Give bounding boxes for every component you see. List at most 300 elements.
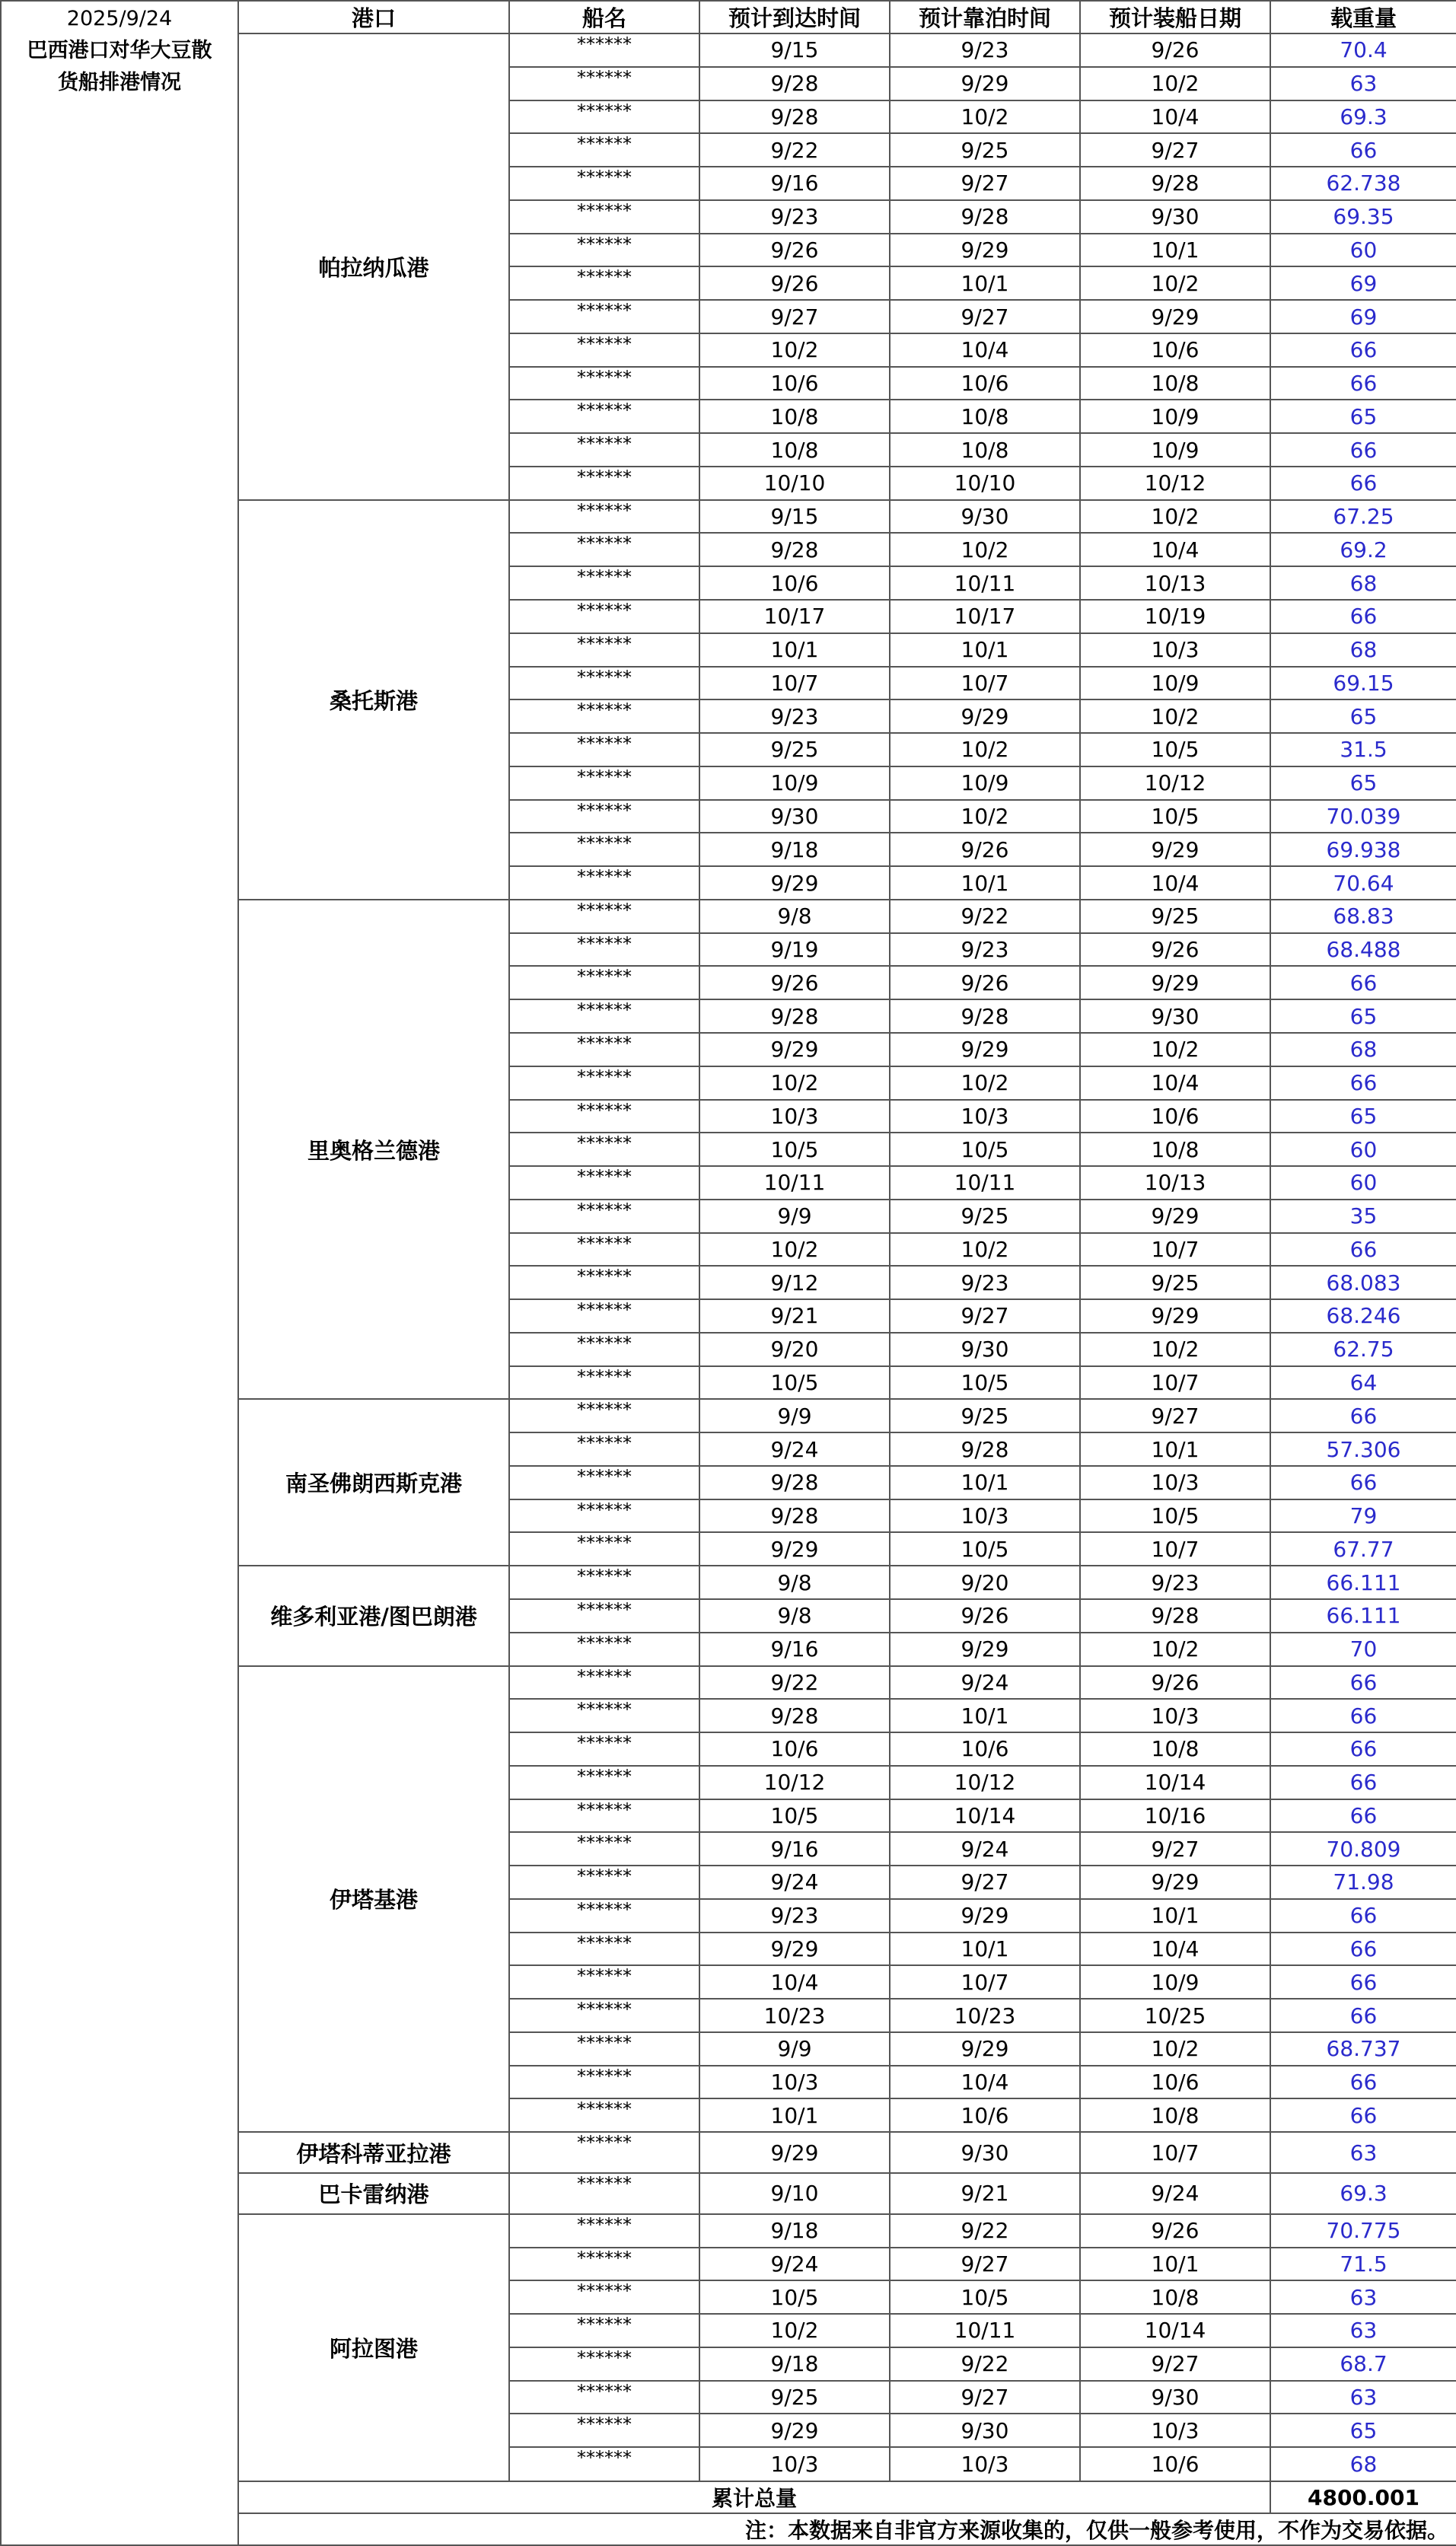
berthing-cell: 9/23 [890, 1266, 1080, 1299]
tonnage-cell: 65 [1270, 1100, 1456, 1133]
port-name-cell: 阿拉图港 [238, 2214, 509, 2481]
tonnage-cell: 57.306 [1270, 1432, 1456, 1466]
berthing-cell: 9/29 [890, 1033, 1080, 1066]
berthing-cell: 9/29 [890, 1899, 1080, 1933]
berthing-cell: 9/24 [890, 1666, 1080, 1700]
tonnage-cell: 66 [1270, 467, 1456, 500]
tonnage-cell: 68.83 [1270, 900, 1456, 933]
ship-name-cell: ****** [509, 633, 699, 667]
berthing-cell: 10/1 [890, 1466, 1080, 1499]
port-name-cell: 维多利亚港/图巴朗港 [238, 1566, 509, 1665]
arrival-cell: 9/28 [699, 999, 890, 1033]
arrival-cell: 10/8 [699, 433, 890, 467]
tonnage-cell: 70 [1270, 1633, 1456, 1666]
arrival-cell: 9/18 [699, 833, 890, 866]
port-name-cell: 南圣佛朗西斯克港 [238, 1399, 509, 1566]
arrival-cell: 9/24 [699, 1866, 890, 1899]
ship-name-cell: ****** [509, 800, 699, 833]
loading-cell: 10/8 [1080, 2098, 1270, 2132]
tonnage-cell: 66 [1270, 1233, 1456, 1267]
berthing-cell: 9/27 [890, 2248, 1080, 2281]
total-row [238, 2481, 1456, 2513]
loading-cell: 10/5 [1080, 733, 1270, 766]
loading-cell: 9/27 [1080, 2347, 1270, 2381]
loading-cell: 10/13 [1080, 566, 1270, 600]
ship-name-cell: ****** [509, 1033, 699, 1066]
arrival-cell: 10/3 [699, 2447, 890, 2481]
report-title-line-1: 巴西港口对华大豆散 [27, 39, 212, 62]
loading-cell: 9/26 [1080, 933, 1270, 967]
tonnage-cell: 66 [1270, 1666, 1456, 1700]
port-name-cell: 帕拉纳瓜港 [238, 33, 509, 500]
tonnage-cell: 69.2 [1270, 533, 1456, 566]
loading-cell: 10/6 [1080, 333, 1270, 367]
arrival-cell: 10/1 [699, 633, 890, 667]
tonnage-cell: 63 [1270, 2280, 1456, 2314]
berthing-cell: 9/24 [890, 1832, 1080, 1866]
ship-name-cell: ****** [509, 167, 699, 200]
berthing-cell: 10/8 [890, 400, 1080, 433]
ship-name-cell: ****** [509, 1832, 699, 1866]
arrival-cell: 9/27 [699, 300, 890, 333]
ship-name-cell: ****** [509, 2280, 699, 2314]
loading-cell: 10/12 [1080, 467, 1270, 500]
ship-name-cell: ****** [509, 1366, 699, 1400]
tonnage-cell: 66 [1270, 2098, 1456, 2132]
loading-cell: 10/4 [1080, 866, 1270, 900]
loading-cell: 9/28 [1080, 167, 1270, 200]
ship-name-cell: ****** [509, 1699, 699, 1732]
arrival-cell: 9/21 [699, 1299, 890, 1333]
arrival-cell: 10/5 [699, 2280, 890, 2314]
arrival-cell: 10/5 [699, 1366, 890, 1400]
arrival-cell: 10/5 [699, 1133, 890, 1166]
berthing-cell: 9/26 [890, 833, 1080, 866]
berthing-cell: 10/3 [890, 1499, 1080, 1533]
arrival-cell: 9/29 [699, 2132, 890, 2173]
ship-name-cell: ****** [509, 1466, 699, 1499]
tonnage-cell: 62.75 [1270, 1333, 1456, 1366]
loading-cell: 10/9 [1080, 400, 1270, 433]
berthing-cell: 9/30 [890, 2132, 1080, 2173]
berthing-cell: 9/22 [890, 2214, 1080, 2248]
tonnage-cell: 66 [1270, 1799, 1456, 1833]
ship-name-cell: ****** [509, 1399, 699, 1432]
tonnage-cell: 70.039 [1270, 800, 1456, 833]
arrival-cell: 9/16 [699, 167, 890, 200]
tonnage-cell: 69 [1270, 300, 1456, 333]
loading-cell: 10/2 [1080, 266, 1270, 300]
col-header-port: 港口 [238, 1, 509, 33]
col-header-ship: 船名 [509, 1, 699, 33]
tonnage-cell: 68.488 [1270, 933, 1456, 967]
arrival-cell: 9/22 [699, 1666, 890, 1700]
ship-name-cell: ****** [509, 1299, 699, 1333]
tonnage-cell: 65 [1270, 2414, 1456, 2447]
arrival-cell: 10/12 [699, 1766, 890, 1799]
arrival-cell: 9/28 [699, 1699, 890, 1732]
arrival-cell: 10/17 [699, 600, 890, 633]
loading-cell: 10/2 [1080, 1333, 1270, 1366]
table-row [238, 1666, 1456, 1700]
ship-name-cell: ****** [509, 433, 699, 467]
loading-cell: 9/29 [1080, 1866, 1270, 1899]
arrival-cell: 9/23 [699, 1899, 890, 1933]
table-row [238, 2173, 1456, 2214]
arrival-cell: 9/28 [699, 533, 890, 566]
loading-cell: 9/29 [1080, 966, 1270, 999]
loading-cell: 9/25 [1080, 1266, 1270, 1299]
loading-cell: 9/29 [1080, 1200, 1270, 1233]
berthing-cell: 9/26 [890, 1599, 1080, 1633]
tonnage-cell: 69.938 [1270, 833, 1456, 866]
arrival-cell: 9/16 [699, 1832, 890, 1866]
loading-cell: 10/9 [1080, 433, 1270, 467]
arrival-cell: 10/3 [699, 1100, 890, 1133]
ship-name-cell: ****** [509, 1532, 699, 1566]
arrival-cell: 9/19 [699, 933, 890, 967]
tonnage-cell: 68 [1270, 566, 1456, 600]
ship-name-cell: ****** [509, 133, 699, 167]
berthing-cell: 10/1 [890, 1699, 1080, 1732]
ship-name-cell: ****** [509, 500, 699, 534]
loading-cell: 9/30 [1080, 2381, 1270, 2414]
berthing-cell: 9/27 [890, 1299, 1080, 1333]
loading-cell: 9/23 [1080, 1566, 1270, 1599]
tonnage-cell: 64 [1270, 1366, 1456, 1400]
berthing-cell: 9/21 [890, 2173, 1080, 2214]
tonnage-cell: 66 [1270, 1732, 1456, 1766]
ship-name-cell: ****** [509, 866, 699, 900]
arrival-cell: 10/23 [699, 1999, 890, 2032]
loading-cell: 9/24 [1080, 2173, 1270, 2214]
footnote: 注：本数据来自非官方来源收集的，仅供一般参考使用，不作为交易依据。 [238, 2513, 1456, 2545]
berthing-cell: 9/25 [890, 1200, 1080, 1233]
ship-name-cell: ****** [509, 2347, 699, 2381]
ship-name-cell: ****** [509, 1766, 699, 1799]
arrival-cell: 9/12 [699, 1266, 890, 1299]
arrival-cell: 10/2 [699, 1066, 890, 1100]
ship-name-cell: ****** [509, 1965, 699, 1999]
berthing-cell: 10/9 [890, 766, 1080, 800]
tonnage-cell: 69 [1270, 266, 1456, 300]
loading-cell: 10/4 [1080, 1933, 1270, 1966]
tonnage-cell: 70.775 [1270, 2214, 1456, 2248]
tonnage-cell: 66 [1270, 600, 1456, 633]
loading-cell: 10/7 [1080, 2132, 1270, 2173]
berthing-cell: 10/1 [890, 633, 1080, 667]
total-label: 累计总量 [238, 2481, 1270, 2513]
ship-name-cell: ****** [509, 2214, 699, 2248]
ship-name-cell: ****** [509, 2248, 699, 2281]
arrival-cell: 9/18 [699, 2347, 890, 2381]
table-row [238, 33, 1456, 67]
table-row [238, 500, 1456, 534]
berthing-cell: 10/5 [890, 1366, 1080, 1400]
ship-name-cell: ****** [509, 667, 699, 700]
ship-name-cell: ****** [509, 2032, 699, 2066]
berthing-cell: 9/25 [890, 1399, 1080, 1432]
ship-name-cell: ****** [509, 2447, 699, 2481]
berthing-cell: 10/5 [890, 1133, 1080, 1166]
tonnage-cell: 70.64 [1270, 866, 1456, 900]
loading-cell: 10/8 [1080, 1732, 1270, 1766]
loading-cell: 10/9 [1080, 667, 1270, 700]
berthing-cell: 10/2 [890, 733, 1080, 766]
berthing-cell: 10/5 [890, 2280, 1080, 2314]
loading-cell: 10/6 [1080, 2066, 1270, 2099]
col-header-berthing: 预计靠泊时间 [890, 1, 1080, 33]
berthing-cell: 9/29 [890, 2032, 1080, 2066]
loading-cell: 10/14 [1080, 2314, 1270, 2347]
tonnage-cell: 66 [1270, 1399, 1456, 1432]
loading-cell: 9/25 [1080, 900, 1270, 933]
loading-cell: 10/2 [1080, 699, 1270, 733]
tonnage-cell: 67.77 [1270, 1532, 1456, 1566]
loading-cell: 10/6 [1080, 1100, 1270, 1133]
ship-name-cell: ****** [509, 2414, 699, 2447]
tonnage-cell: 66 [1270, 333, 1456, 367]
table-row [238, 1399, 1456, 1432]
berthing-cell: 10/2 [890, 100, 1080, 134]
ship-name-cell: ****** [509, 234, 699, 267]
ship-name-cell: ****** [509, 1633, 699, 1666]
loading-cell: 9/28 [1080, 1599, 1270, 1633]
tonnage-cell: 63 [1270, 2132, 1456, 2173]
loading-cell: 10/2 [1080, 1633, 1270, 1666]
berthing-cell: 9/30 [890, 1333, 1080, 1366]
berthing-cell: 10/3 [890, 2447, 1080, 2481]
berthing-cell: 10/10 [890, 467, 1080, 500]
arrival-cell: 9/22 [699, 133, 890, 167]
loading-cell: 10/3 [1080, 1699, 1270, 1732]
arrival-cell: 9/28 [699, 1466, 890, 1499]
berthing-cell: 9/25 [890, 133, 1080, 167]
berthing-cell: 9/28 [890, 999, 1080, 1033]
berthing-cell: 9/26 [890, 966, 1080, 999]
loading-cell: 9/26 [1080, 1666, 1270, 1700]
berthing-cell: 9/22 [890, 900, 1080, 933]
loading-cell: 9/29 [1080, 833, 1270, 866]
berthing-cell: 10/6 [890, 367, 1080, 400]
arrival-cell: 9/24 [699, 2248, 890, 2281]
arrival-cell: 10/10 [699, 467, 890, 500]
ship-name-cell: ****** [509, 300, 699, 333]
arrival-cell: 10/5 [699, 1799, 890, 1833]
ship-name-cell: ****** [509, 1866, 699, 1899]
berthing-cell: 10/1 [890, 866, 1080, 900]
loading-cell: 10/1 [1080, 234, 1270, 267]
arrival-cell: 9/28 [699, 67, 890, 100]
arrival-cell: 9/29 [699, 1033, 890, 1066]
berthing-cell: 10/7 [890, 1965, 1080, 1999]
tonnage-cell: 68.7 [1270, 2347, 1456, 2381]
tonnage-cell: 63 [1270, 2381, 1456, 2414]
loading-cell: 10/19 [1080, 600, 1270, 633]
loading-cell: 10/8 [1080, 2280, 1270, 2314]
tonnage-cell: 66 [1270, 1965, 1456, 1999]
arrival-cell: 9/8 [699, 1599, 890, 1633]
tonnage-cell: 66 [1270, 433, 1456, 467]
ship-name-cell: ****** [509, 2314, 699, 2347]
loading-cell: 10/5 [1080, 1499, 1270, 1533]
tonnage-cell: 68.083 [1270, 1266, 1456, 1299]
arrival-cell: 9/9 [699, 1399, 890, 1432]
arrival-cell: 10/9 [699, 766, 890, 800]
arrival-cell: 10/11 [699, 1166, 890, 1200]
ship-name-cell: ****** [509, 266, 699, 300]
ship-name-cell: ****** [509, 533, 699, 566]
ship-name-cell: ****** [509, 1999, 699, 2032]
arrival-cell: 9/26 [699, 234, 890, 267]
tonnage-cell: 65 [1270, 400, 1456, 433]
loading-cell: 10/1 [1080, 1899, 1270, 1933]
arrival-cell: 9/28 [699, 1499, 890, 1533]
tonnage-cell: 68 [1270, 2447, 1456, 2481]
port-name-cell: 里奥格兰德港 [238, 900, 509, 1399]
berthing-cell: 10/17 [890, 600, 1080, 633]
loading-cell: 9/26 [1080, 2214, 1270, 2248]
ship-name-cell: ****** [509, 1200, 699, 1233]
total-value: 4800.001 [1270, 2481, 1456, 2513]
col-header-tonnage: 载重量 [1270, 1, 1456, 33]
arrival-cell: 9/26 [699, 266, 890, 300]
ship-name-cell: ****** [509, 333, 699, 367]
arrival-cell: 9/26 [699, 966, 890, 999]
arrival-cell: 10/7 [699, 667, 890, 700]
berthing-cell: 10/2 [890, 533, 1080, 566]
tonnage-cell: 79 [1270, 1499, 1456, 1533]
tonnage-cell: 70.809 [1270, 1832, 1456, 1866]
berthing-cell: 10/6 [890, 1732, 1080, 1766]
loading-cell: 10/2 [1080, 2032, 1270, 2066]
loading-cell: 10/2 [1080, 1033, 1270, 1066]
berthing-cell: 9/28 [890, 200, 1080, 234]
ship-name-cell: ****** [509, 999, 699, 1033]
ship-name-cell: ****** [509, 833, 699, 866]
ship-name-cell: ****** [509, 400, 699, 433]
loading-cell: 10/8 [1080, 1133, 1270, 1166]
arrival-cell: 9/10 [699, 2173, 890, 2214]
ship-name-cell: ****** [509, 2132, 699, 2173]
tonnage-cell: 63 [1270, 2314, 1456, 2347]
loading-cell: 10/8 [1080, 367, 1270, 400]
loading-cell: 10/4 [1080, 1066, 1270, 1100]
loading-cell: 10/1 [1080, 1432, 1270, 1466]
table-row [238, 1566, 1456, 1599]
arrival-cell: 10/6 [699, 1732, 890, 1766]
ship-name-cell: ****** [509, 67, 699, 100]
header-row [238, 1, 1456, 33]
loading-cell: 10/2 [1080, 67, 1270, 100]
berthing-cell: 9/29 [890, 699, 1080, 733]
berthing-cell: 10/6 [890, 2098, 1080, 2132]
berthing-cell: 9/29 [890, 67, 1080, 100]
tonnage-cell: 68.737 [1270, 2032, 1456, 2066]
berthing-cell: 10/4 [890, 333, 1080, 367]
arrival-cell: 9/29 [699, 1532, 890, 1566]
tonnage-cell: 62.738 [1270, 167, 1456, 200]
arrival-cell: 10/3 [699, 2066, 890, 2099]
ship-name-cell: ****** [509, 1066, 699, 1100]
ship-name-cell: ****** [509, 200, 699, 234]
ship-name-cell: ****** [509, 600, 699, 633]
schedule-body [238, 33, 1456, 2481]
loading-cell: 10/4 [1080, 533, 1270, 566]
ship-name-cell: ****** [509, 1333, 699, 1366]
arrival-cell: 10/6 [699, 566, 890, 600]
ship-name-cell: ****** [509, 1133, 699, 1166]
ship-name-cell: ****** [509, 733, 699, 766]
ship-name-cell: ****** [509, 1933, 699, 1966]
tonnage-cell: 66 [1270, 1899, 1456, 1933]
tonnage-cell: 69.35 [1270, 200, 1456, 234]
loading-cell: 9/30 [1080, 999, 1270, 1033]
berthing-cell: 10/2 [890, 800, 1080, 833]
berthing-cell: 10/2 [890, 1066, 1080, 1100]
port-name-cell: 伊塔科蒂亚拉港 [238, 2132, 509, 2173]
berthing-cell: 9/23 [890, 933, 1080, 967]
berthing-cell: 10/2 [890, 1233, 1080, 1267]
loading-cell: 10/3 [1080, 633, 1270, 667]
berthing-cell: 10/8 [890, 433, 1080, 467]
ship-name-cell: ****** [509, 2173, 699, 2214]
berthing-cell: 9/20 [890, 1566, 1080, 1599]
tonnage-cell: 66 [1270, 1933, 1456, 1966]
berthing-cell: 10/23 [890, 1999, 1080, 2032]
arrival-cell: 9/29 [699, 866, 890, 900]
tonnage-cell: 69.3 [1270, 100, 1456, 134]
berthing-cell: 9/27 [890, 300, 1080, 333]
loading-cell: 9/29 [1080, 1299, 1270, 1333]
ship-name-cell: ****** [509, 900, 699, 933]
berthing-cell: 10/11 [890, 566, 1080, 600]
loading-cell: 10/25 [1080, 1999, 1270, 2032]
arrival-cell: 9/29 [699, 1933, 890, 1966]
ship-name-cell: ****** [509, 1233, 699, 1267]
report-title-line-2: 货船排港情况 [58, 71, 181, 94]
arrival-cell: 9/29 [699, 2414, 890, 2447]
arrival-cell: 10/2 [699, 1233, 890, 1267]
ship-name-cell: ****** [509, 566, 699, 600]
tonnage-cell: 66 [1270, 966, 1456, 999]
arrival-cell: 9/25 [699, 2381, 890, 2414]
loading-cell: 10/7 [1080, 1366, 1270, 1400]
loading-cell: 10/9 [1080, 1965, 1270, 1999]
tonnage-cell: 65 [1270, 699, 1456, 733]
berthing-cell: 10/11 [890, 1166, 1080, 1200]
berthing-cell: 9/22 [890, 2347, 1080, 2381]
arrival-cell: 9/15 [699, 500, 890, 534]
tonnage-cell: 66 [1270, 1766, 1456, 1799]
ship-name-cell: ****** [509, 1566, 699, 1599]
arrival-cell: 9/8 [699, 900, 890, 933]
berthing-cell: 9/27 [890, 167, 1080, 200]
berthing-cell: 9/27 [890, 2381, 1080, 2414]
loading-cell: 10/3 [1080, 2414, 1270, 2447]
tonnage-cell: 60 [1270, 234, 1456, 267]
col-header-loading: 预计装船日期 [1080, 1, 1270, 33]
ship-name-cell: ****** [509, 699, 699, 733]
arrival-cell: 10/2 [699, 333, 890, 367]
loading-cell: 10/14 [1080, 1766, 1270, 1799]
ship-name-cell: ****** [509, 1732, 699, 1766]
report-date: 2025/9/24 [66, 7, 173, 30]
berthing-cell: 9/29 [890, 1633, 1080, 1666]
tonnage-cell: 66 [1270, 367, 1456, 400]
arrival-cell: 10/2 [699, 2314, 890, 2347]
loading-cell: 10/5 [1080, 800, 1270, 833]
